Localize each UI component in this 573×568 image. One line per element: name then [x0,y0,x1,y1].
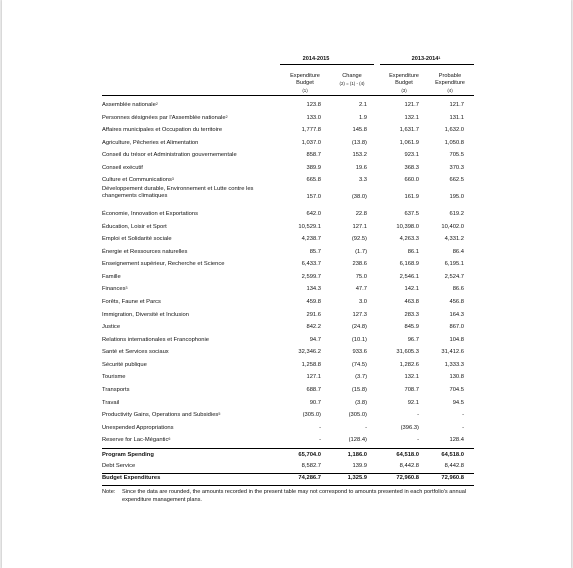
row-label-text: Emploi et Solidarité sociale [102,236,172,242]
row-label [102,102,272,109]
cell-col3: 132.1 [404,115,419,121]
cell-col2: 1,325.9 [347,475,367,481]
cell-col1: 74,286.7 [298,475,321,481]
row-label-text: Justice [102,324,121,330]
cell-col3: 10,398.0 [396,224,419,230]
cell-col1: 90.7 [309,400,321,406]
cell-col1: 133.0 [306,115,321,121]
cell-col3: 463.8 [404,299,419,305]
table-row [2,337,571,349]
document-page [2,0,571,568]
cell-col4: 31,412.6 [441,349,464,355]
row-label [102,274,272,281]
row-label [102,286,272,293]
cell-col3: (396.3) [400,425,419,431]
cell-col3: 6,168.9 [399,261,419,267]
row-label-sup: 3 [125,286,128,290]
header-2013-2014-text: 2013-2014 [411,56,439,62]
cell-col2: (15.8) [351,387,367,393]
row-label-text: Conseil du trésor et Administration gouvernementale [102,152,237,158]
cell-col4: 6,195.1 [444,261,464,267]
cell-col3: 86.1 [407,249,419,255]
cell-col3: 161.9 [404,194,419,200]
cell-col3: 96.7 [407,337,419,343]
cell-col1: 459.8 [306,299,321,305]
cell-col4: 72,960.8 [441,475,464,481]
col-header-expenditure-budget-2014 [382,73,426,94]
row-label-text: Tourisme [102,374,126,380]
footnote [102,489,474,504]
row-label-text: Agriculture, Pêcheries et Alimentation [102,140,199,146]
row-label [102,400,272,407]
row-label-text: Program Spending [102,452,154,458]
table-row [2,312,571,324]
cell-col1: 291.6 [306,312,321,318]
row-label [102,437,272,444]
cell-col1: 858.7 [306,152,321,158]
rule-above-budget-expenditures [102,473,474,474]
cell-col3: 1,061.9 [399,140,419,146]
row-label [102,261,272,268]
row-label [102,312,272,319]
header-2014-2015: 2014-2015 [302,56,330,62]
row-label [102,387,272,394]
row-label [102,337,272,344]
cell-col2: 47.7 [355,286,367,292]
cell-col1: 8,582.7 [301,463,321,469]
row-label [102,236,272,243]
table-row [2,127,571,139]
cell-col1: 688.7 [306,387,321,393]
cell-col3: 132.1 [404,374,419,380]
cell-col3: 8,442.8 [399,463,419,469]
row-label-text: Économie, Innovation et Exportations [102,211,199,217]
cell-col1: - [319,437,321,443]
table-row [2,102,571,114]
cell-col1: 2,599.7 [301,274,321,280]
row-label [102,152,272,159]
row-label [102,463,272,470]
row-label [102,324,272,331]
cell-col1: 94.7 [309,337,321,343]
row-label [102,211,272,218]
cell-col2: 2.1 [358,102,367,108]
row-label [102,349,272,356]
col2-line1: Change [342,73,362,79]
rule-above-program-spending [102,448,474,449]
cell-col3: 2,546.1 [399,274,419,280]
cell-col4: 619.2 [449,211,464,217]
cell-col2: (10.1) [351,337,367,343]
row-label-text: Affaires municipales et Occupation du territoire [102,127,223,133]
cell-col1: 32,346.2 [298,349,321,355]
table-row [2,165,571,177]
table-row [2,236,571,248]
cell-col3: 660.0 [404,177,419,183]
row-label [102,362,272,369]
cell-col2: 22.8 [355,211,367,217]
row-label [102,452,272,459]
row-label-text: Éducation, Loisir et Sport [102,224,167,230]
cell-col4: 662.5 [449,177,464,183]
row-label [102,140,272,147]
row-label-sup: 2 [155,102,158,106]
table-row [2,400,571,412]
table-row [2,140,571,152]
cell-col3: 283.3 [404,312,419,318]
cell-col2: (24.8) [351,324,367,330]
cell-col2: 238.6 [352,261,367,267]
row-label [102,412,272,419]
cell-col4: 1,050.8 [444,140,464,146]
table-row [2,374,571,386]
col1-code: (1) [302,88,308,93]
rule-below-budget-expenditures [102,485,474,486]
row-label-text: Productivity Gains, Operations and Subsidies [102,412,219,418]
cell-col4: 456.8 [449,299,464,305]
cell-col3: 121.7 [404,102,419,108]
cell-col4: 370.3 [449,165,464,171]
footnote-text: Since the data are rounded, the amounts recorded in the present table may not correspond to amounts presented in each portfolio's annual expenditure management plans. [122,489,467,503]
cell-col4: - [462,412,464,418]
row-label-text: Forêts, Faune et Parcs [102,299,161,305]
cell-col3: 64,518.0 [396,452,419,458]
cell-col4: 94.5 [452,400,464,406]
cell-col1: 134.3 [306,286,321,292]
col-header-change [329,73,375,87]
cell-col4: 10,402.0 [441,224,464,230]
cell-col3: 31,605.3 [396,349,419,355]
header-bottom-rule [102,95,474,96]
row-label-text: Relations internationales et Francophonie [102,337,209,343]
cell-col3: 1,631.7 [399,127,419,133]
cell-col1: 1,777.8 [301,127,321,133]
cell-col2: (13.8) [351,140,367,146]
col3-line2: Budget [395,80,413,86]
header-2013-2014 [380,56,472,63]
cell-col1: 842.2 [306,324,321,330]
row-label [102,249,272,256]
col3-line1: Expenditure [389,73,419,79]
cell-col2: (3.7) [355,374,367,380]
row-label-sup: 6 [168,437,171,441]
table-row [2,274,571,286]
cell-col3: 845.9 [404,324,419,330]
row-label [102,127,272,134]
cell-col2: 1.9 [358,115,367,121]
cell-col1: (305.0) [302,412,321,418]
cell-col2: 933.6 [352,349,367,355]
cell-col1: 85.7 [309,249,321,255]
table-row [2,299,571,311]
row-label-text: Unexpended Appropriations [102,425,174,431]
cell-col1: 642.0 [306,211,321,217]
row-label-text: Immigration, Diversité et Inclusion [102,312,189,318]
row-label-sup: 5 [218,412,221,416]
table-row [2,249,571,261]
row-label-text: Famille [102,274,121,280]
cell-col2: 139.9 [352,463,367,469]
row-label [102,186,267,201]
row-label [102,115,272,122]
table-row [2,387,571,399]
table-row [2,211,571,223]
col4-line1: Probable [438,73,462,79]
row-label-text: Assemblée nationale [102,102,156,108]
cell-col2: (1.7) [355,249,367,255]
cell-col1: 1,037.0 [301,140,321,146]
row-label [102,224,272,231]
cell-col4: 8,442.8 [444,463,464,469]
cell-col4: 704.5 [449,387,464,393]
table-row [2,177,571,189]
cell-col1: 665.8 [306,177,321,183]
cell-col3: 1,282.6 [399,362,419,368]
cell-col2: 3.3 [358,177,367,183]
cell-col4: 104.8 [449,337,464,343]
row-label-text: Personnes désignées par l'Assemblée nationale [102,115,226,121]
table-row [2,286,571,298]
cell-col3: 142.1 [404,286,419,292]
row-label-text: Santé et Services sociaux [102,349,169,355]
cell-col1: 389.9 [306,165,321,171]
table-row [2,349,571,361]
cell-col1: 157.0 [306,194,321,200]
cell-col4: 195.0 [449,194,464,200]
cell-col2: (74.5) [351,362,367,368]
cell-col4: - [462,425,464,431]
table-row [2,412,571,424]
cell-col2: 145.8 [352,127,367,133]
cell-col4: 867.0 [449,324,464,330]
table-row [2,324,571,336]
table-row [2,362,571,374]
cell-col3: 708.7 [404,387,419,393]
row-label-text: Reserve for Lac-Mégantic [102,437,169,443]
cell-col2: (128.4) [348,437,367,443]
cell-col4: 1,632.0 [444,127,464,133]
col4-code: (4) [447,88,453,93]
row-label [102,425,272,432]
col4-line2: Expenditure [435,80,465,86]
cell-col4: 86.4 [452,249,464,255]
footnote-label: Note: [102,489,116,495]
cell-col2: 75.0 [355,274,367,280]
cell-col2: 1,186.0 [347,452,367,458]
cell-col3: 72,960.8 [396,475,419,481]
table-row [2,224,571,236]
cell-col1: - [319,425,321,431]
cell-col1: 4,238.7 [301,236,321,242]
cell-col1: 6,433.7 [301,261,321,267]
cell-col2: 127.3 [352,312,367,318]
cell-col2: 127.1 [352,224,367,230]
cell-col1: 65,704.0 [298,452,321,458]
cell-col3: 4,263.3 [399,236,419,242]
cell-col2: (3.8) [355,400,367,406]
col1-line1: Expenditure [290,73,320,79]
cell-col4: 4,331.2 [444,236,464,242]
row-label-text: Finances [102,286,126,292]
cell-col4: 131.1 [449,115,464,121]
table-row [2,425,571,437]
cell-col1: 1,258.8 [301,362,321,368]
table-row [2,152,571,164]
cell-col2: 19.6 [355,165,367,171]
cell-col3: 92.1 [407,400,419,406]
cell-col4: 2,524.7 [444,274,464,280]
cell-col2: 153.2 [352,152,367,158]
row-label [102,374,272,381]
cell-col2: (305.0) [348,412,367,418]
row-label [102,177,272,184]
row-label-sup: 2 [225,115,228,119]
col2-code: (2) = (1) - (4) [339,81,365,86]
cell-col4: 130.8 [449,374,464,380]
row-label-text: Sécurité publique [102,362,147,368]
cell-col4: 164.3 [449,312,464,318]
cell-col3: 923.1 [404,152,419,158]
cell-col4: 121.7 [449,102,464,108]
col3-code: (3) [401,88,407,93]
cell-col1: 123.8 [306,102,321,108]
row-label [102,165,272,172]
row-label-text: Culture et Communications [102,177,172,183]
row-label-text: Debt Service [102,463,136,469]
cell-col4: 1,333.3 [444,362,464,368]
table-row [2,186,571,202]
row-label-text: Énergie et Ressources naturelles [102,249,188,255]
cell-col3: 637.5 [404,211,419,217]
cell-col2: (38.0) [351,194,367,200]
row-label-text: Développement durable, Environnement et Lutte contre les changements climatiques [102,186,254,200]
header-rule-2014 [280,64,374,65]
cell-col3: - [417,437,419,443]
header-2013-2014-sup: 1 [438,56,441,60]
cell-col1: 10,529.1 [298,224,321,230]
table-row [2,261,571,273]
row-label [102,299,272,306]
cell-col1: 127.1 [306,374,321,380]
row-label-text: Transports [102,387,130,393]
col-header-expenditure-budget-2015 [283,73,327,94]
table-row [2,115,571,127]
cell-col2: (92.5) [351,236,367,242]
row-label-text: Enseignement supérieur, Recherche et Science [102,261,225,267]
cell-col4: 86.6 [452,286,464,292]
row-label-sup: 3 [171,177,174,181]
cell-col3: - [417,412,419,418]
cell-col2: - [365,425,367,431]
cell-col4: 705.5 [449,152,464,158]
cell-col4: 128.4 [449,437,464,443]
cell-col2: 3.0 [358,299,367,305]
cell-col4: 64,518.0 [441,452,464,458]
row-label-text: Travail [102,400,120,406]
header-rule-2013 [380,64,474,65]
row-label-text: Budget Expenditures [102,475,161,481]
row-label-text: Conseil exécutif [102,165,143,171]
cell-col3: 368.3 [404,165,419,171]
col-header-probable-expenditure [428,73,472,94]
row-label [102,475,272,482]
col1-line2: Budget [296,80,314,86]
